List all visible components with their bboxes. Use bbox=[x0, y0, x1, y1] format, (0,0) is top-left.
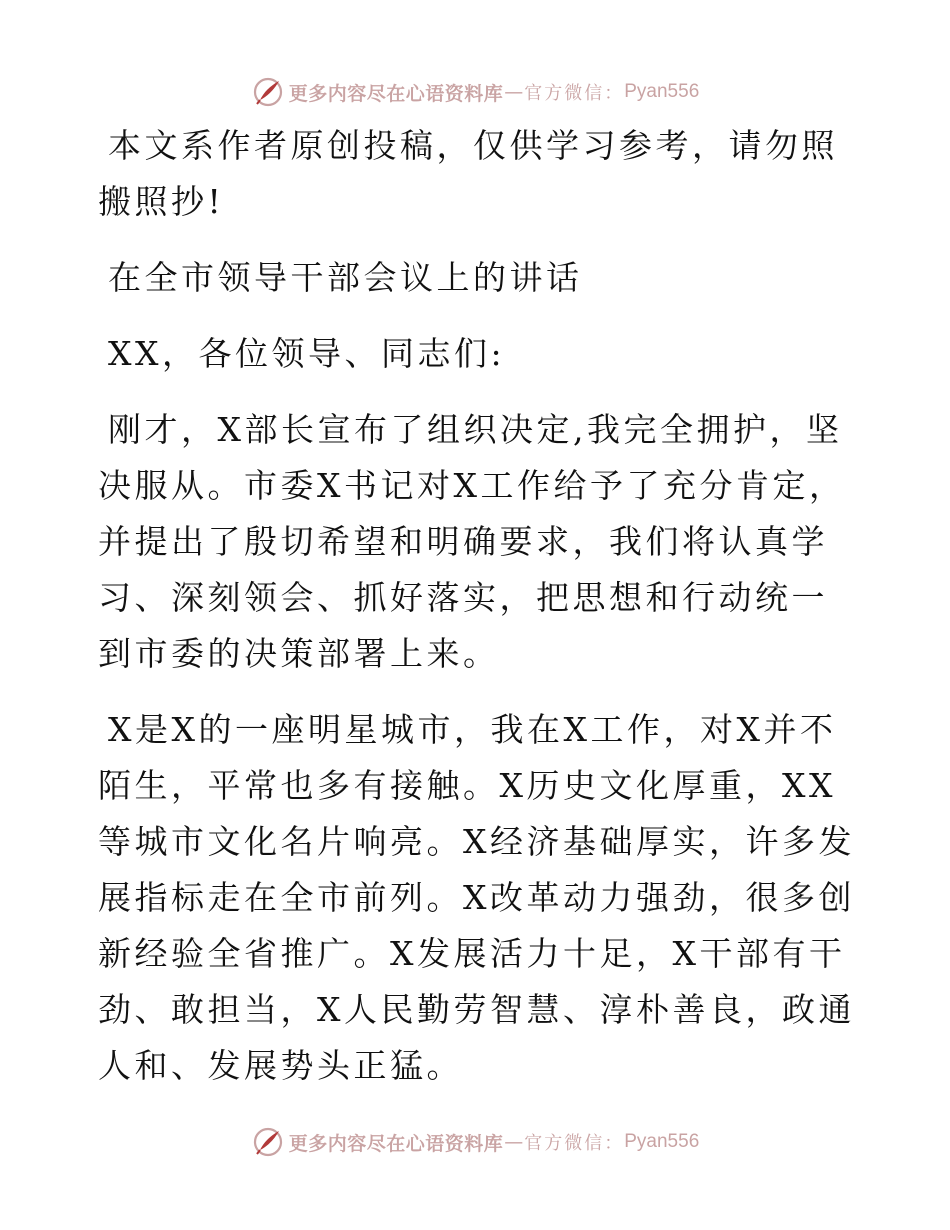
watermark-main-text: 更多内容尽在心语资料库 bbox=[288, 82, 504, 105]
watermark-footer bbox=[0, 1122, 950, 1162]
watermark-header bbox=[0, 72, 950, 112]
watermark-dash: — bbox=[504, 81, 524, 103]
watermark-wechat-id: Pyan556 bbox=[624, 1131, 700, 1152]
paragraph: 刚才，X部长宣布了组织决定,我完全拥护，坚决服从。市委X书记对X工作给予了充分肯定，并提出了殷切希望和明确要求，我们将认真学习、深刻领会、抓好落实，把思想和行动统一到市委的决策部署上来。 bbox=[98, 410, 846, 673]
watermark-wechat-label: 官方微信： bbox=[524, 1133, 625, 1154]
watermark-dash: — bbox=[504, 1131, 524, 1153]
watermark-wechat-label: 官方微信： bbox=[524, 83, 625, 104]
copyright-notice: 本文系作者原创投稿，仅供学习参考，请勿照搬照抄! bbox=[98, 126, 838, 221]
quill-logo-icon bbox=[251, 75, 285, 109]
quill-logo-icon bbox=[251, 1125, 285, 1159]
watermark-wechat-id: Pyan556 bbox=[624, 81, 700, 102]
speech-title: 在全市领导干部会议上的讲话 bbox=[108, 258, 583, 297]
greeting: XX，各位领导、同志们: bbox=[108, 334, 506, 373]
document-body bbox=[98, 118, 858, 1114]
watermark-main-text: 更多内容尽在心语资料库 bbox=[288, 1132, 504, 1155]
paragraph: X是X的一座明星城市，我在X工作，对X并不陌生，平常也多有接触。X历史文化厚重，XX等城市文化名片响亮。X经济基础厚实，许多发展指标走在全市前列。X改革动力强劲，很多创新经验全省推广。X发展活力十足，X干部有干劲、敢担当，X人民勤劳智慧、淳朴善良，政通人和、发展势头正猛。 bbox=[98, 710, 855, 1085]
